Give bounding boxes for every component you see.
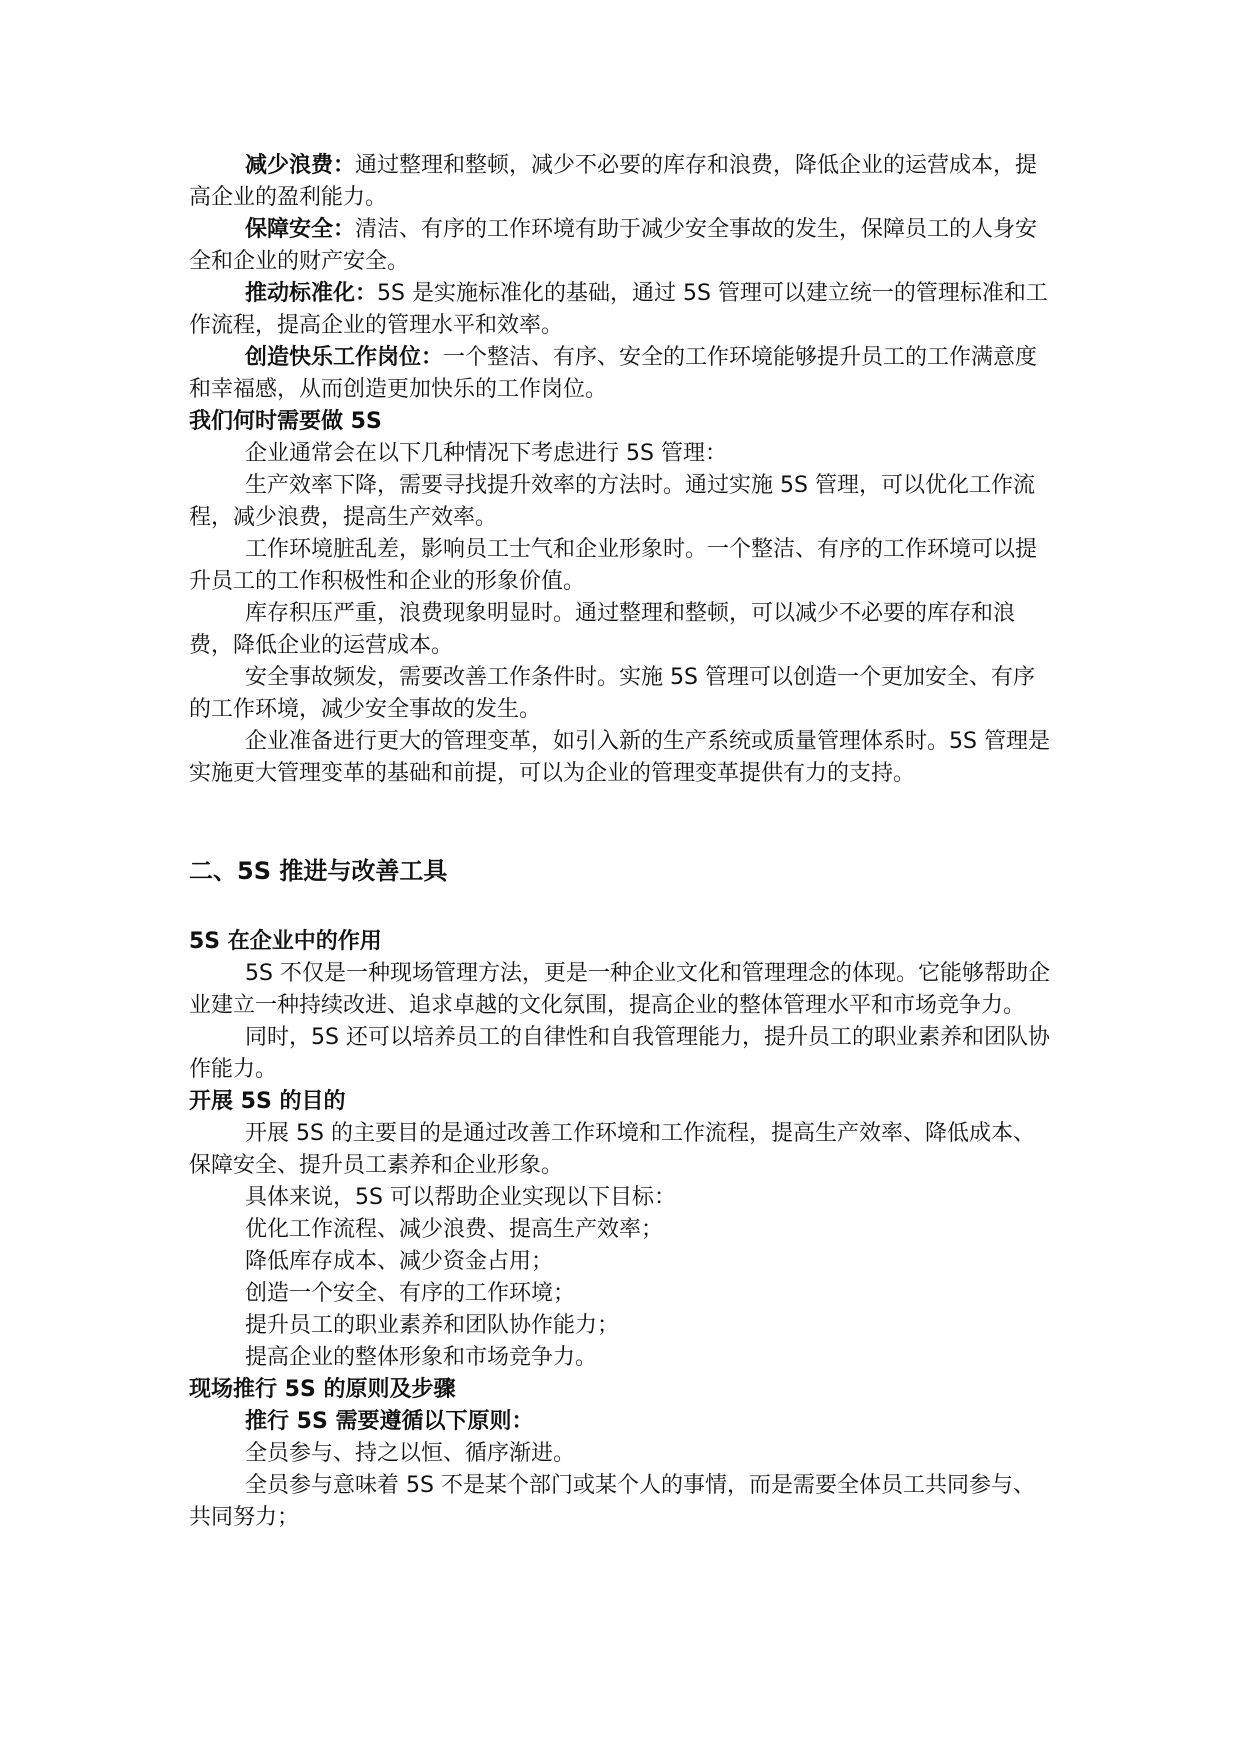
purpose-intro: 开展 5S 的主要目的是通过改善工作环境和工作流程，提高生产效率、降低成本、保障安全、提升员工素养和企业形象。: [189, 1121, 1035, 1178]
purpose-lead: 具体来说，5S 可以帮助企业实现以下目标：: [245, 1185, 676, 1210]
benefit-text: 清洁、有序的工作环境有助于减少安全事故的发生，保障员工的人身安全和企业的财产安全。: [189, 217, 1038, 274]
when-paragraph: 库存积压严重，浪费现象明显时。通过整理和整顿，可以减少不必要的库存和浪费，降低企业的运营成本。: [189, 601, 1016, 658]
when-heading: 我们何时需要做 5S: [189, 409, 382, 434]
when-paragraph: 安全事故频发，需要改善工作条件时。实施 5S 管理可以创造一个更加安全、有序的工作环境，减少安全事故的发生。: [189, 665, 1035, 722]
principles-line: 全员参与、持之以恒、循序渐进。: [245, 1441, 576, 1466]
role-heading: 5S 在企业中的作用: [189, 929, 382, 954]
benefit-text: 一个整洁、有序、安全的工作环境能够提升员工的工作满意度和幸福感，从而创造更加快乐的工作岗位。: [189, 345, 1038, 402]
purpose-item: 优化工作流程、减少浪费、提高生产效率；: [245, 1217, 664, 1242]
benefit-standardization: [189, 278, 1051, 342]
when-paragraph: 生产效率下降，需要寻找提升效率的方法时。通过实施 5S 管理，可以优化工作流程，减少浪费，提高生产效率。: [189, 473, 1035, 530]
purpose-item: 创造一个安全、有序的工作环境；: [245, 1281, 576, 1306]
purpose-heading: 开展 5S 的目的: [189, 1089, 346, 1114]
role-paragraph: 5S 不仅是一种现场管理方法，更是一种企业文化和管理理念的体现。它能够帮助企业建立一种持续改进、追求卓越的文化氛围，提高企业的整体管理水平和市场竞争力。: [189, 961, 1050, 1018]
benefit-safety: [189, 214, 1051, 278]
principles-paragraph: 全员参与意味着 5S 不是某个部门或某个人的事情，而是需要全体员工共同参与、共同努力；: [189, 1473, 1035, 1530]
benefit-text: 通过整理和整顿，减少不必要的库存和浪费，降低企业的运营成本，提高企业的盈利能力。: [189, 153, 1038, 210]
when-paragraph: 企业准备进行更大的管理变革，如引入新的生产系统或质量管理体系时。5S 管理是实施更大管理变革的基础和前提，可以为企业的管理变革提供有力的支持。: [189, 729, 1050, 786]
benefit-term: 保障安全：: [245, 217, 356, 242]
when-paragraph: 企业通常会在以下几种情况下考虑进行 5S 管理：: [245, 441, 727, 466]
benefit-term: 减少浪费：: [245, 153, 356, 178]
benefit-term: 创造快乐工作岗位：: [245, 345, 444, 370]
role-paragraph: 同时，5S 还可以培养员工的自律性和自我管理能力，提升员工的职业素养和团队协作能力。: [189, 1025, 1050, 1082]
section-title: 二、5S 推进与改善工具: [189, 857, 448, 885]
benefit-happy-workplace: [189, 342, 1051, 406]
purpose-item: 降低库存成本、减少资金占用；: [245, 1249, 554, 1274]
benefit-text: 5S 是实施标准化的基础，通过 5S 管理可以建立统一的管理标准和工作流程，提高企业的管理水平和效率。: [189, 281, 1048, 338]
when-paragraph: 工作环境脏乱差，影响员工士气和企业形象时。一个整洁、有序的工作环境可以提升员工的工作积极性和企业的形象价值。: [189, 537, 1038, 594]
purpose-item: 提升员工的职业素养和团队协作能力；: [245, 1313, 620, 1338]
benefit-term: 推动标准化：: [245, 281, 378, 306]
principles-heading: 现场推行 5S 的原则及步骤: [189, 1377, 456, 1402]
document-page: [189, 150, 1051, 1534]
principles-subheading: 推行 5S 需要遵循以下原则：: [245, 1409, 534, 1434]
purpose-item: 提高企业的整体形象和市场竞争力。: [245, 1345, 598, 1370]
benefit-reduce-waste: [189, 150, 1051, 214]
